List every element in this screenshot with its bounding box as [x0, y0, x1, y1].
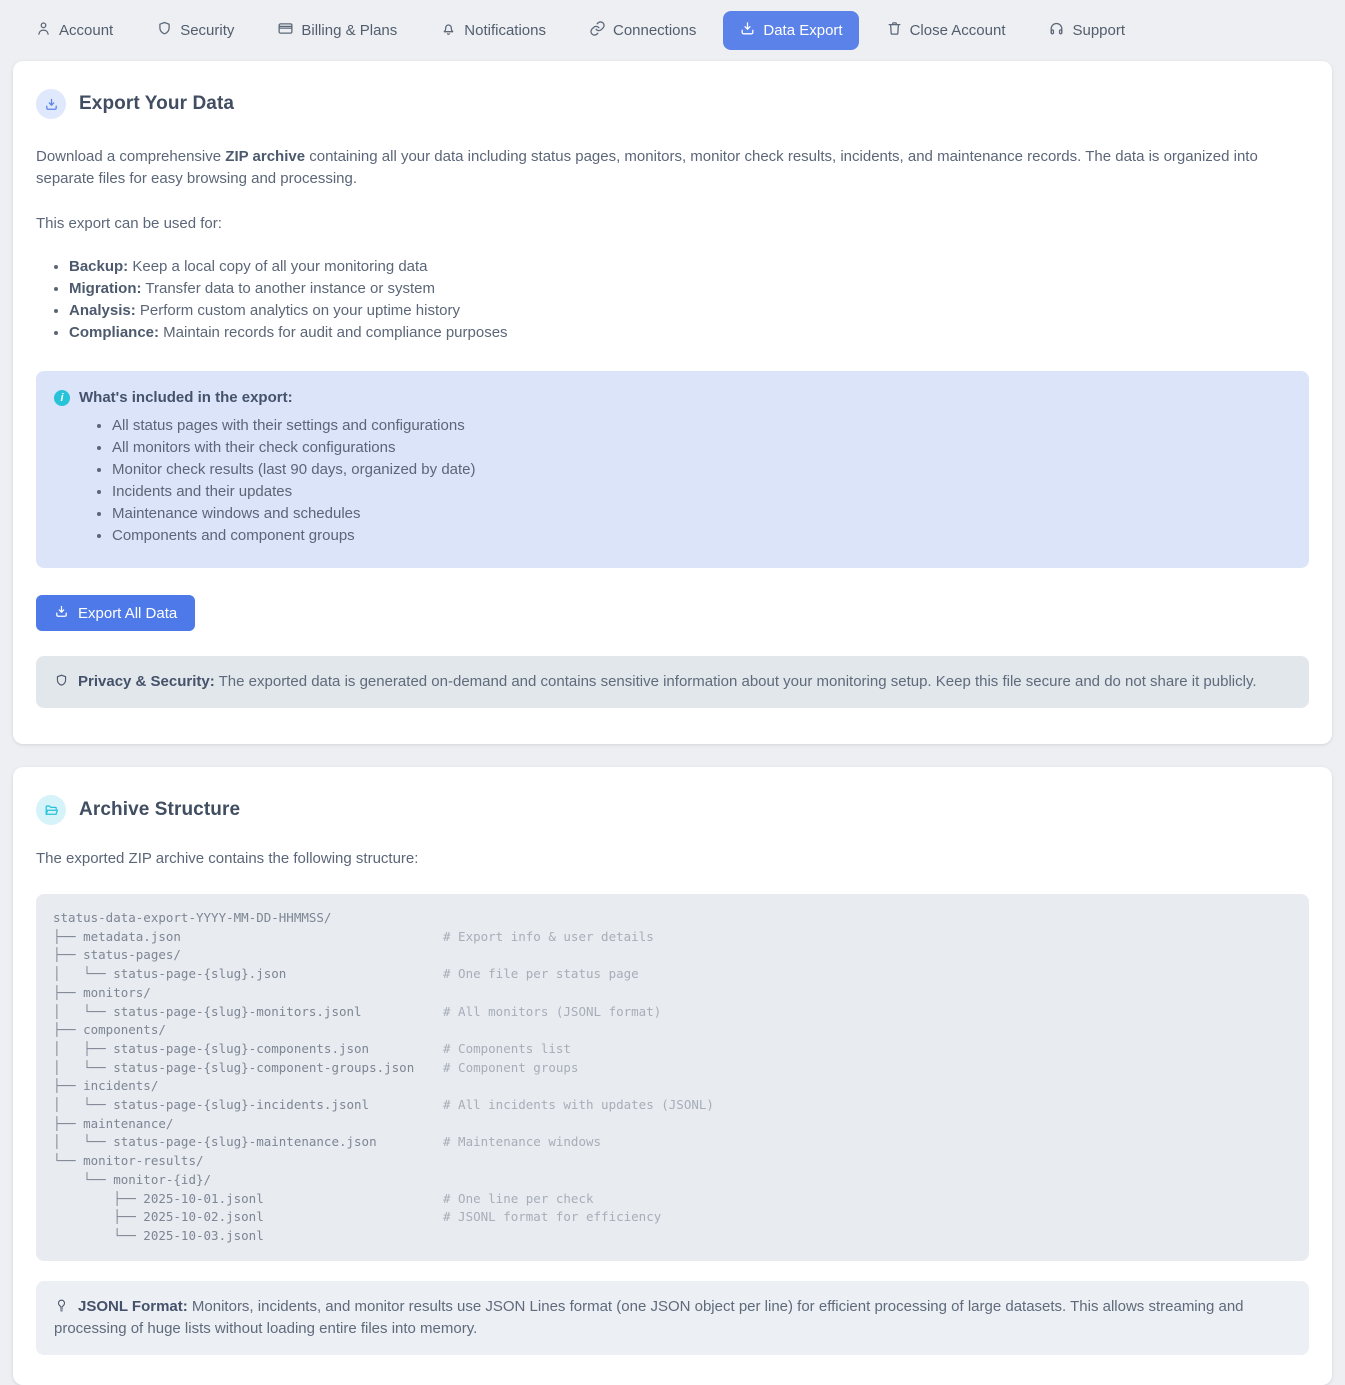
- tab-connections[interactable]: [573, 11, 712, 50]
- archive-card-header: [36, 795, 1309, 825]
- tab-label: Billing & Plans: [301, 22, 398, 39]
- included-list: [54, 415, 1285, 547]
- list-item: • Compliance: Maintain records for audit and compliance purposes: [69, 322, 1309, 344]
- tab-label: Support: [1072, 22, 1126, 39]
- tree-line: status-data-export-YYYY-MM-DD-HHMMSS/: [53, 910, 332, 925]
- export-description: [36, 146, 1309, 190]
- tab-support[interactable]: [1032, 11, 1141, 50]
- export-data-card: [13, 61, 1332, 744]
- tree-line: └── monitor-results/: [53, 1153, 204, 1169]
- tab-label: Data Export: [763, 22, 843, 39]
- export-all-data-button[interactable]: [36, 595, 195, 631]
- info-icon: i: [54, 390, 70, 406]
- tree-line: ├── incidents/: [53, 1078, 159, 1094]
- tab-close-account[interactable]: [870, 11, 1022, 50]
- privacy-text: The exported data is generated on-demand and contains sensitive information about your monitoring setup. Keep this file secure and do not share it publicly.: [214, 673, 1257, 690]
- tree-line: └── 2025-10-03.jsonl: [53, 1227, 264, 1243]
- trash-icon: [886, 20, 903, 41]
- download-icon: [54, 604, 69, 623]
- bell-icon: [440, 20, 457, 41]
- intro-text-2: containing all your data including status pages, monitors, monitor check results, incidents, and maintenance records. The data is organized into separate files for easy browsing and processing.: [36, 148, 1258, 187]
- privacy-label: Privacy & Security:: [78, 673, 215, 690]
- tree-line: ├── 2025-10-02.jsonl # JSONL format for efficiency: [53, 1209, 662, 1225]
- user-icon: [35, 20, 52, 41]
- list-item: • Migration: Transfer data to another instance or system: [69, 278, 1309, 300]
- credit-card-icon: [277, 20, 294, 41]
- folder-circle-icon: [36, 795, 66, 825]
- archive-tree-codeblock: [36, 894, 1309, 1261]
- jsonl-text: Monitors, incidents, and monitor results use JSON Lines format (one JSON object per line) for efficient processing of large datasets. This allows streaming and processing of huge lists without loading entire files into memory.: [54, 1297, 1244, 1337]
- info-box-header: [54, 389, 1285, 406]
- list-item: • Analysis: Perform custom analytics on your uptime history: [69, 300, 1309, 322]
- lightbulb-icon: [54, 1298, 78, 1315]
- tree-line: ├── metadata.json # Export info & user details: [53, 928, 654, 944]
- export-button-label: Export All Data: [78, 604, 178, 622]
- list-item: • All status pages with their settings and configurations: [112, 415, 1285, 437]
- tab-notifications[interactable]: [424, 11, 562, 50]
- tree-line: │ └── status-page-{slug}-incidents.jsonl # All incidents with updates (JSONL): [53, 1097, 714, 1113]
- tree-line: │ └── status-page-{slug}-maintenance.json # Maintenance windows: [53, 1134, 602, 1150]
- tree-line: ├── 2025-10-01.jsonl # One line per check: [53, 1190, 594, 1206]
- tab-label: Connections: [612, 22, 697, 39]
- archive-structure-card: [13, 767, 1332, 1385]
- tree-line: ├── status-pages/: [53, 947, 181, 963]
- tab-security[interactable]: [140, 11, 250, 50]
- tree-line: └── monitor-{id}/: [53, 1171, 212, 1187]
- list-item: • Incidents and their updates: [112, 481, 1285, 503]
- tab-label: Account: [59, 22, 114, 39]
- section-title: Archive Structure: [79, 799, 241, 820]
- list-item: • Components and component groups: [112, 525, 1285, 547]
- settings-nav: [0, 0, 1345, 50]
- tab-label: Security: [180, 22, 235, 39]
- tab-account[interactable]: [19, 11, 129, 50]
- tree-line: │ ├── status-page-{slug}-components.json # Components list: [53, 1040, 571, 1056]
- usage-list: [36, 256, 1309, 344]
- tab-data-export[interactable]: [723, 11, 858, 50]
- info-box-title: What's included in the export:: [79, 389, 293, 406]
- usage-heading: This export can be used for:: [36, 215, 222, 232]
- download-circle-icon: [36, 89, 66, 119]
- page-title: Export Your Data: [79, 93, 235, 114]
- download-icon: [739, 20, 756, 41]
- shield-icon: [156, 20, 173, 41]
- tab-label: Close Account: [909, 22, 1006, 39]
- tree-line: │ └── status-page-{slug}.json # One file per status page: [53, 966, 639, 982]
- intro-text: Download a comprehensive: [36, 148, 226, 165]
- tab-billing-plans[interactable]: [261, 11, 413, 50]
- link-icon: [589, 20, 606, 41]
- headphones-icon: [1048, 20, 1065, 41]
- list-item: • Monitor check results (last 90 days, organized by date): [112, 459, 1285, 481]
- shield-icon: [54, 673, 78, 690]
- tree-line: │ └── status-page-{slug}-monitors.jsonl # All monitors (JSONL format): [53, 1003, 662, 1019]
- included-info-box: [36, 371, 1309, 568]
- tree-line: ├── monitors/: [53, 984, 151, 1000]
- export-card-header: [36, 89, 1309, 119]
- jsonl-label: JSONL Format:: [78, 1297, 188, 1315]
- archive-subtitle: The exported ZIP archive contains the following structure:: [36, 850, 419, 867]
- tab-label: Notifications: [464, 22, 546, 39]
- tree-line: ├── components/: [53, 1022, 166, 1038]
- tree-line: ├── maintenance/: [53, 1115, 174, 1131]
- jsonl-format-notice: [36, 1281, 1309, 1355]
- list-item: • Backup: Keep a local copy of all your monitoring data: [69, 256, 1309, 278]
- list-item: • Maintenance windows and schedules: [112, 503, 1285, 525]
- privacy-security-notice: [36, 656, 1309, 708]
- intro-bold: ZIP archive: [225, 148, 306, 165]
- list-item: • All monitors with their check configurations: [112, 437, 1285, 459]
- tree-line: │ └── status-page-{slug}-component-groups.json # Component groups: [53, 1059, 579, 1075]
